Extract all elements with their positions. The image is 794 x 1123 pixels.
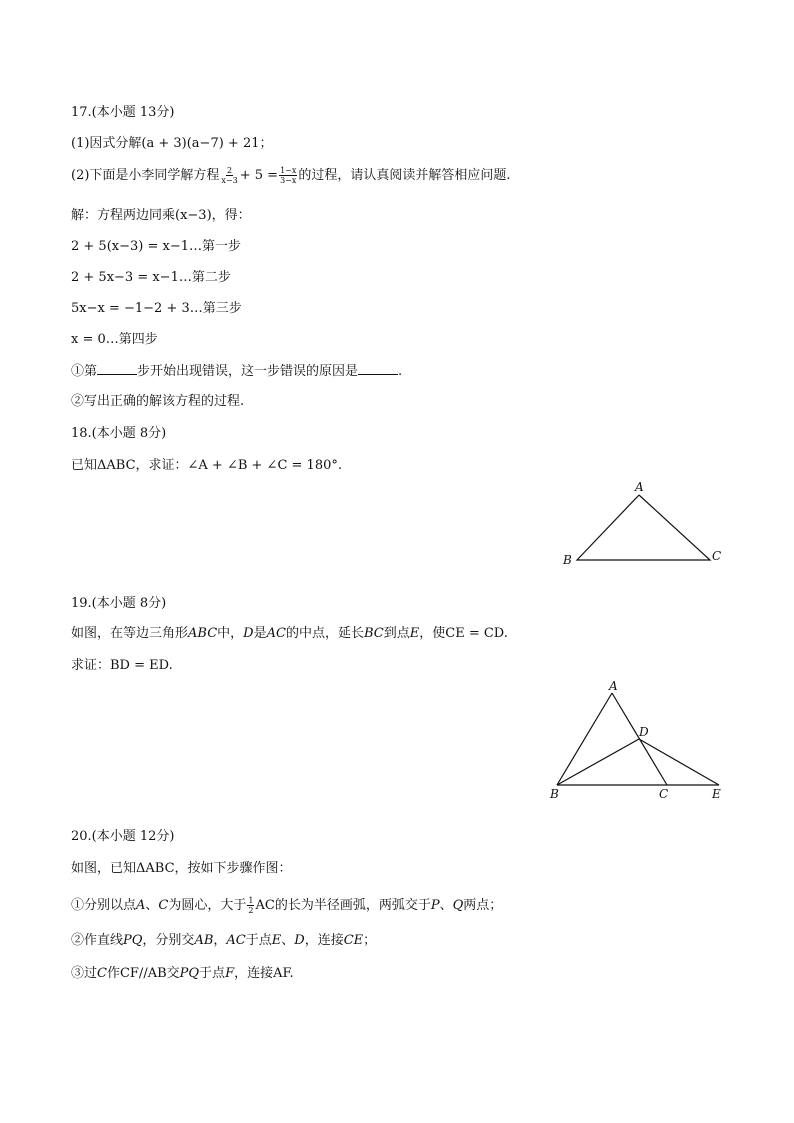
math-abc: ABC (188, 626, 218, 641)
q17-question-1-text-a: ①第 (71, 364, 98, 379)
vertex-label-c: C (659, 787, 669, 801)
q17-question-1-text-b: 步开始出现错误，这一步错误的原因是 (137, 364, 359, 379)
segment-bd (557, 739, 639, 785)
answer-blank-reason[interactable] (358, 362, 398, 375)
text: 是 (253, 626, 267, 641)
q18-text: 已知ΔABC，求证：∠A + ∠B + ∠C = 180°. (71, 458, 343, 473)
q17-solution-intro: 解：方程两边同乘(x−3)，得： (71, 208, 251, 223)
text: 中， (217, 626, 244, 641)
math-ac: AC (226, 933, 246, 948)
q20-intro: 如图，已知ΔABC，按如下步骤作图： (71, 861, 292, 876)
math-c: C (97, 966, 107, 981)
q19-line-2: 求证：BD = ED. (71, 658, 173, 673)
q17-step-4: x = 0…第四步 (71, 332, 158, 347)
text: AC的长为半径画弧，两弧交于 (255, 898, 431, 913)
vertex-label-c: C (712, 549, 722, 563)
math-p: P (430, 898, 440, 913)
answer-blank-step[interactable] (97, 362, 137, 375)
math-pq: PQ (179, 966, 200, 981)
fraction-numerator: 1−x (280, 166, 297, 175)
vertex-label-a: A (635, 480, 644, 494)
text: 如图，在等边三角形 (71, 626, 189, 641)
q19-geometry-figure (545, 678, 730, 803)
math-e: E (271, 933, 282, 948)
fraction-1-x-over-3-x (279, 166, 297, 185)
fraction-denominator: 3−x (280, 176, 297, 185)
q19-header: 19.(本小题 8分) (71, 596, 167, 611)
q17-part2-prefix: (2)下面是小李同学解方程 (71, 168, 220, 183)
vertex-label-d: D (639, 725, 649, 739)
segment-de (639, 739, 719, 785)
math-c: C (158, 898, 169, 913)
fraction-denominator: 2 (248, 906, 254, 915)
text: 、 (439, 898, 453, 913)
math-ce: CE (343, 933, 364, 948)
text: ①分别以点 (71, 898, 137, 913)
text: 到点 (383, 626, 410, 641)
q17-header: 17.(本小题 13分) (71, 105, 175, 120)
text: 、 (281, 933, 295, 948)
text: ②作直线 (71, 933, 124, 948)
fraction-numerator: 1 (248, 896, 254, 905)
vertex-label-b: B (563, 553, 572, 567)
q20-step-1 (71, 896, 502, 915)
q17-question-1 (71, 362, 402, 381)
text: 、 (145, 898, 159, 913)
text: 为圆心，大于 (168, 898, 247, 913)
q20-header: 20.(本小题 12分) (71, 829, 175, 844)
text: 作CF//AB交 (106, 966, 180, 981)
text: 于点 (199, 966, 226, 981)
fraction-numerator: 2 (227, 166, 233, 175)
q20-step-3 (71, 965, 294, 983)
q18-header: 18.(本小题 8分) (71, 426, 167, 441)
q17-question-1-text-c: . (398, 364, 403, 379)
text: ，连接AF. (234, 966, 294, 981)
text: ③过 (71, 966, 98, 981)
q17-step-1: 2 + 5(x−3) = x−1…第一步 (71, 239, 241, 254)
fraction-denominator: x−3 (221, 176, 238, 185)
math-q: Q (452, 898, 464, 913)
q17-question-2: ②写出正确的解该方程的过程. (71, 394, 245, 409)
text: ，连接 (304, 933, 344, 948)
text: 于点 (245, 933, 272, 948)
math-ab: AB (194, 933, 214, 948)
q17-part1: (1)因式分解(a + 3)(a−7) + 21； (71, 136, 273, 151)
q19-line-1 (71, 625, 508, 643)
text: 两点； (463, 898, 503, 913)
vertex-label-e: E (712, 787, 721, 801)
q17-step-3: 5x−x = −1−2 + 3…第三步 (71, 301, 242, 316)
q17-part2 (71, 166, 511, 185)
math-d: D (243, 626, 254, 641)
math-bc: BC (363, 626, 384, 641)
segment-ab (557, 693, 612, 785)
math-a: A (136, 898, 146, 913)
q17-part2-mid: + 5 = (239, 168, 279, 183)
math-ac: AC (266, 626, 286, 641)
fraction-one-half (247, 896, 254, 915)
math-f: F (225, 966, 235, 981)
math-e: E (409, 626, 420, 641)
vertex-label-b: B (550, 787, 559, 801)
text: ，分别交 (142, 933, 195, 948)
triangle-abc (577, 495, 710, 560)
q20-step-2 (71, 932, 376, 950)
q17-step-2: 2 + 5x−3 = x−1…第二步 (71, 270, 231, 285)
q17-part2-suffix: 的过程，请认真阅读并解答相应问题. (298, 168, 511, 183)
math-pq: PQ (123, 933, 143, 948)
text: ，使CE = CD. (419, 626, 508, 641)
q18-triangle-figure (560, 478, 730, 570)
text: ， (213, 933, 227, 948)
text: ； (363, 933, 377, 948)
vertex-label-a: A (609, 679, 618, 693)
math-d: D (294, 933, 305, 948)
text: 的中点，延长 (285, 626, 364, 641)
fraction-2-over-x-3 (220, 166, 238, 185)
